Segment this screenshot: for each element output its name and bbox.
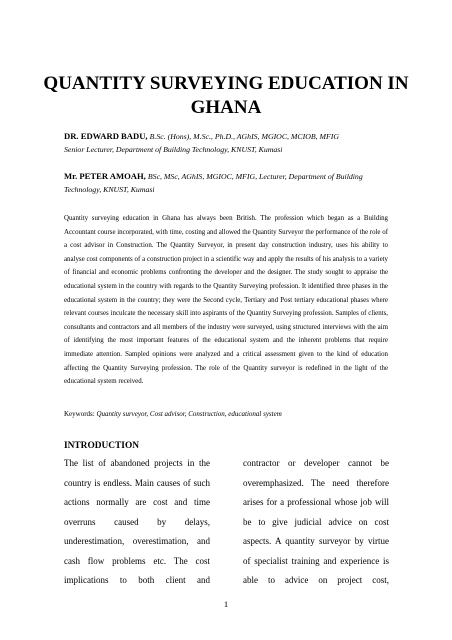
text-line: underestimation, overestimation, and xyxy=(64,536,210,546)
abstract: Quantity surveying education in Ghana has always been British. The profession which began as a Building Accountant course incorporated, with time, costing and allowed the Quantity Surveyor the performance of the role of a cost advisor in Construction. The Quantity Surveyor, in present day construction industry, uses his ability to analyse cost components of a construction project in a scientific way and apply the results of his analysis to a variety of financial and economic problems confronting the developer and the designer. The study sought to appraise the educational system in the country with regards to the Quantity Surveying profession. It identified three phases in the educational system in the country; they were the Second cycle, Tertiary and Post tertiary educational phases where relevant courses inculcate the necessary skill into aspirants of the Quantity Surveying profession. Samples of clients, consultants and contractors and all members of the industry were surveyed, using structured interviews with the aim of identifying the most important features of the educational system and the inherent problems that require immediate attention. Sampled opinions were analyzed and a critical assessment given to the kind of education affecting the Quantity Surveying profession. The role of the Quantity surveyor is redefined in the light of the educational system received. xyxy=(64,215,388,386)
text-line: The list of abandoned projects in the xyxy=(64,458,210,468)
section-heading-introduction: INTRODUCTION xyxy=(64,441,140,451)
introduction-column-left xyxy=(64,454,210,591)
keywords xyxy=(64,408,388,420)
author-1-affiliation: Senior Lecturer, Department of Building Technology, KNUST, Kumasi xyxy=(64,145,283,154)
author-2-name: Mr. PETER AMOAH, xyxy=(64,171,146,181)
text-line: overemphasized. The need therefore xyxy=(243,477,389,488)
text-line: country is endless. Main causes of such xyxy=(64,477,210,488)
author-1-name: DR. EDWARD BADU, xyxy=(64,131,148,141)
text-line: arises for a professional whose job will xyxy=(243,497,389,507)
keywords-items: Quantity surveyor, Cost advisor, Construction, educational system xyxy=(96,410,282,418)
text-line: of specialist training and experience is xyxy=(243,555,389,566)
author-2 xyxy=(64,170,384,196)
text-line: implications to both client and xyxy=(64,575,210,585)
page-number: 1 xyxy=(223,599,229,609)
text-line: able to advice on project cost, xyxy=(243,575,389,585)
text-line: cash flow problems etc. The cost xyxy=(64,555,210,566)
introduction-column-right xyxy=(243,454,389,591)
text-line: contractor or developer cannot be xyxy=(243,458,389,468)
text-line: actions normally are cost and time xyxy=(64,497,210,507)
author-2-credentials: BSc, MSc, AGhIS, MGIOC, MFIG, Lecturer, Department of Building Technology, KNUST, Kumasi xyxy=(64,172,363,194)
text-line: be to give judicial advice on cost xyxy=(243,516,389,527)
text-line: aspects. A quantity surveyor by virtue xyxy=(243,536,389,546)
author-1-credentials: B.Sc. (Hons), M.Sc., Ph.D., AGhIS, MGIOC, MCIOB, MFIG xyxy=(149,132,339,141)
paper-title: QUANTITY SURVEYING EDUCATION IN GHANA xyxy=(43,73,409,118)
text-line: overruns caused by delays, xyxy=(64,516,210,527)
author-1 xyxy=(64,130,384,156)
keywords-label: Keywords: xyxy=(64,410,95,418)
